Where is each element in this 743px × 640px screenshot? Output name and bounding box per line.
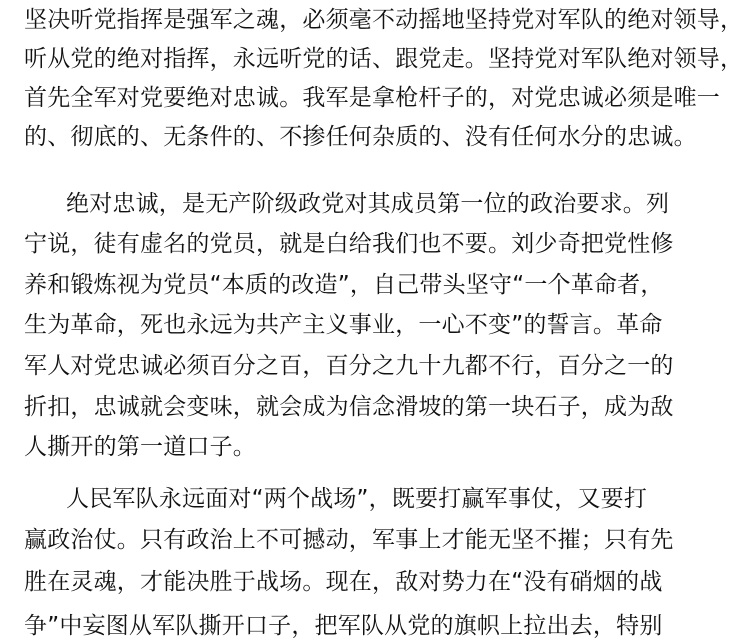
text-line-7: 养和锻炼视为党员“本质的改造”，自己带头坚守“一个革命者，	[24, 272, 664, 298]
text-line-1: 坚决听党指挥是强军之魂，必须毫不动摇地坚持党对军队的绝对领导，	[24, 7, 743, 33]
text-line-15: 争”中妄图从军队撕开口子，把军队从党的旗帜上拉出去，特别	[24, 613, 663, 639]
text-line-14: 胜在灵魂，才能决胜于战场。现在，敌对势力在“没有硝烟的战	[24, 569, 663, 595]
text-line-9: 军人对党忠诚必须百分之百，百分之九十九都不行，百分之一的	[24, 353, 674, 379]
text-line-12: 人民军队永远面对“两个战场”，既要打赢军事仗，又要打	[66, 486, 648, 512]
text-line-8: 生为革命，死也永远为共产主义事业，一心不变”的誓言。革命	[24, 312, 663, 338]
text-line-6: 宁说，徒有虚名的党员，就是白给我们也不要。刘少奇把党性修	[24, 231, 674, 257]
text-line-5: 绝对忠诚，是无产阶级政党对其成员第一位的政治要求。列	[66, 191, 670, 217]
text-line-4: 的、彻底的、无条件的、不掺任何杂质的、没有任何水分的忠诚。	[24, 124, 697, 150]
text-line-3: 首先全军对党要绝对忠诚。我军是拿枪杆子的，对党忠诚必须是唯一	[24, 85, 720, 111]
text-line-11: 人撕开的第一道口子。	[24, 434, 256, 460]
text-line-13: 赢政治仗。只有政治上不可撼动，军事上才能无坚不摧；只有先	[24, 527, 674, 553]
text-line-2: 听从党的绝对指挥，永远听党的话、跟党走。坚持党对军队绝对领导，	[24, 46, 743, 72]
text-line-10: 折扣，忠诚就会变味，就会成为信念滑坡的第一块石子，成为敌	[24, 394, 674, 420]
